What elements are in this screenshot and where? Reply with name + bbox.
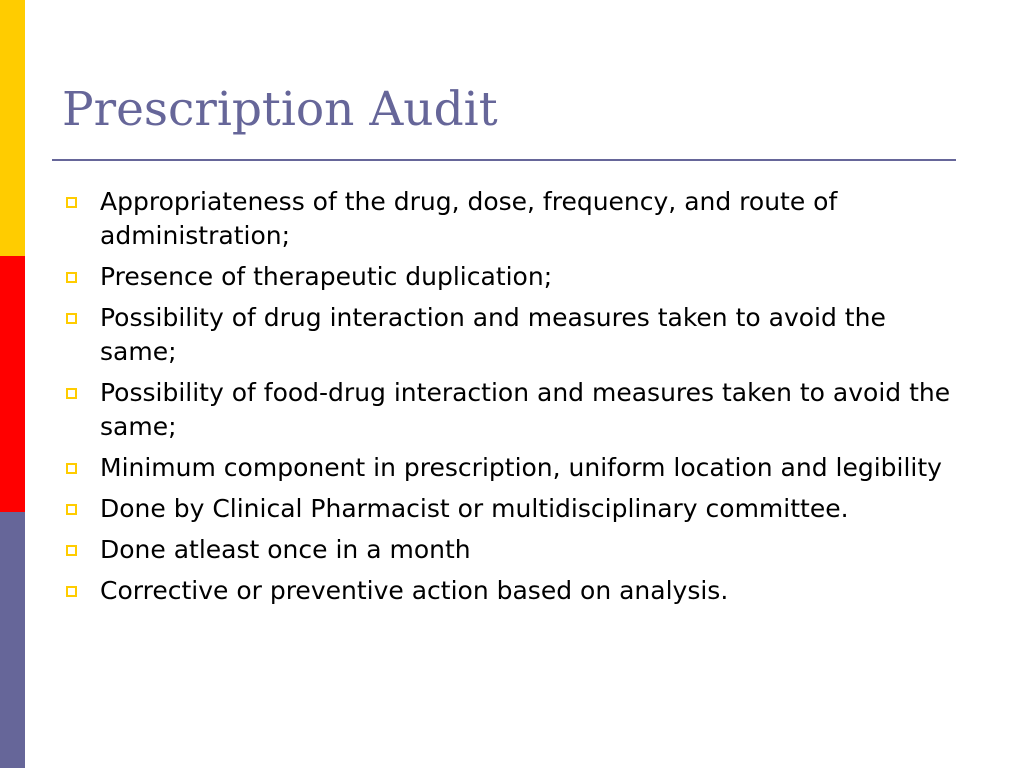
bullet-item	[100, 451, 970, 485]
side-bar-purple	[0, 512, 25, 768]
bullet-item	[100, 574, 970, 608]
bullet-text: Minimum component in prescription, uniform location and legibility	[100, 453, 942, 482]
bullet-text: Presence of therapeutic duplication;	[100, 262, 553, 291]
bullet-square-icon	[66, 272, 77, 283]
bullet-text: Possibility of food-drug interaction and measures taken to avoid the same;	[100, 378, 951, 441]
bullet-square-icon	[66, 313, 77, 324]
bullet-item	[100, 533, 970, 567]
bullet-square-icon	[66, 545, 77, 556]
bullet-text: Appropriateness of the drug, dose, frequency, and route of administration;	[100, 187, 838, 250]
bullet-square-icon	[66, 388, 77, 399]
bullet-item	[100, 376, 970, 444]
bullet-item	[100, 301, 970, 369]
bullet-text: Corrective or preventive action based on analysis.	[100, 576, 729, 605]
bullet-text: Possibility of drug interaction and measures taken to avoid the same;	[100, 303, 886, 366]
bullet-square-icon	[66, 463, 77, 474]
side-bar-yellow	[0, 0, 25, 256]
bullet-item	[100, 260, 970, 294]
slide-title: Prescription Audit	[62, 82, 498, 137]
bullet-item	[100, 492, 970, 526]
bullet-text: Done atleast once in a month	[100, 535, 471, 564]
bullet-item	[100, 185, 970, 253]
bullet-square-icon	[66, 504, 77, 515]
title-underline	[52, 159, 956, 161]
side-bar-red	[0, 256, 25, 512]
bullet-list	[100, 185, 970, 615]
bullet-text: Done by Clinical Pharmacist or multidisciplinary committee.	[100, 494, 849, 523]
bullet-square-icon	[66, 586, 77, 597]
bullet-square-icon	[66, 197, 77, 208]
